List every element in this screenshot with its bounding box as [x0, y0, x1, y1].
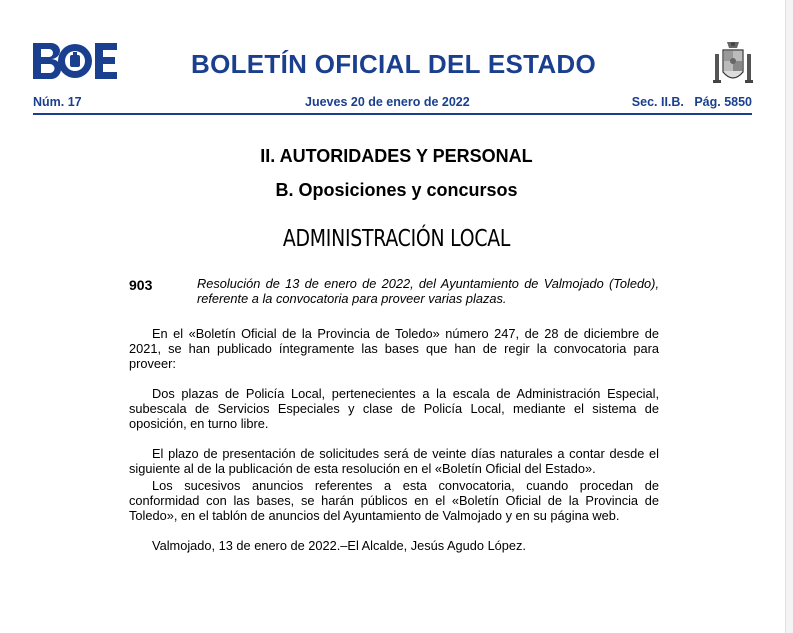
coat-of-arms-icon: [713, 40, 753, 86]
paragraph: En el «Boletín Oficial de la Provincia de Toledo» número 247, de 28 de diciembre de 2021, se han publicado íntegramente las bases que han de regir la convocatoria para proveer:: [129, 326, 659, 372]
scrollbar[interactable]: [785, 0, 793, 633]
issue-number: Núm. 17: [33, 95, 82, 109]
signature-line: Valmojado, 13 de enero de 2022.–El Alcalde, Jesús Agudo López.: [152, 538, 526, 553]
header-divider: [33, 113, 752, 115]
subsection-heading: B. Oposiciones y concursos: [275, 180, 518, 200]
area-heading: ADMINISTRACIÓN LOCAL: [282, 226, 511, 252]
paragraph: El plazo de presentación de solicitudes será de veinte días naturales a contar desde el siguiente al de la publicación de esta resolución en el «Boletín Oficial del Estado».: [129, 446, 659, 477]
paragraph: Dos plazas de Policía Local, pertenecientes a la escala de Administración Especial, subescala de Servicios Especiales y clase de Policía Local, mediante el sistema de oposición, en turno libre.: [129, 386, 659, 432]
document-header: [33, 40, 753, 88]
entry-number: 903: [129, 277, 153, 293]
issue-date: Jueves 20 de enero de 2022: [305, 95, 470, 109]
section-heading: II. AUTORIDADES Y PERSONAL: [260, 146, 533, 166]
paragraph: Los sucesivos anuncios referentes a esta convocatoria, cuando procedan de conformidad con las bases, se harán públicos en el «Boletín Oficial de la Provincia de Toledo», en el tablón de anuncios del Ayuntamiento de Valmojado y en su página web.: [129, 478, 659, 524]
section-page: Sec. II.B. Pág. 5850: [631, 95, 752, 109]
publication-title: BOLETÍN OFICIAL DEL ESTADO: [191, 49, 597, 79]
boe-logo-icon: [33, 43, 117, 79]
issue-info-bar: [33, 95, 752, 111]
entry-summary: Resolución de 13 de enero de 2022, del Ayuntamiento de Valmojado (Toledo), referente a la convocatoria para proveer varias plazas.: [197, 276, 659, 306]
